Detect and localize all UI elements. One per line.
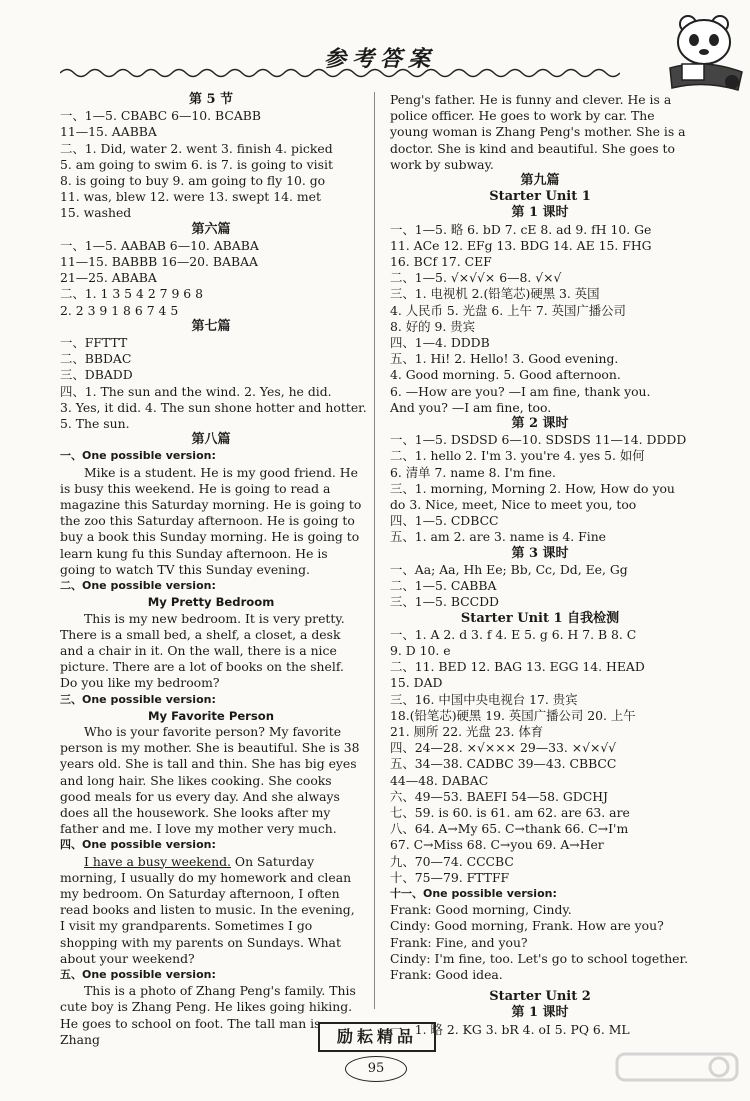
text-line: 三、16. 中国中央电视台 17. 贵宾 [390, 691, 578, 707]
text-line [60, 854, 362, 967]
text-line: 44—48. DABAC [390, 772, 489, 788]
text-line: 67. C→Miss 68. C→you 69. A→Her [390, 837, 604, 853]
text-line: 8. is going to buy 9. am going to fly 10. go [60, 173, 326, 189]
text-line: 二、1. 1 3 5 4 2 7 9 6 8 [60, 286, 204, 302]
text-line: 6. 清单 7. name 8. I'm fine. [390, 464, 556, 480]
text-line: 一、1. A 2. d 3. f 4. E 5. g 6. H 7. B 8. C [390, 626, 637, 642]
text-line: 一、1—5. 略 6. bD 7. cE 8. ad 9. fH 10. Ge [390, 221, 652, 237]
text-line: 18.(铅笔芯)硬黑 19. 英国广播公司 20. 上午 [390, 707, 636, 723]
text-line: 三、1. morning, Morning 2. How, How do you [390, 480, 675, 496]
text-line: 五、34—38. CADBC 39—43. CBBCC [390, 756, 617, 772]
text-line: 四、1—4. DDDB [390, 335, 490, 351]
text-line: 十一、One possible version: [390, 886, 557, 900]
text-line: 一、One possible version: [60, 449, 216, 463]
text-line: 一、Aa; Aa, Hh Ee; Bb, Cc, Dd, Ee, Gg [390, 561, 628, 577]
text-line: And you? —I am fine, too. [390, 399, 552, 415]
text-line: 2. 2 3 9 1 8 6 7 4 5 [60, 302, 179, 318]
text-line: 第 1 课时 [511, 1005, 569, 1021]
text-line: 二、11. BED 12. BAG 13. EGG 14. HEAD [390, 659, 645, 675]
text-line: 3. Yes, it did. 4. The sun shone hotter and hotter. [60, 399, 367, 415]
text-line: 21—25. ABABA [60, 270, 157, 286]
text-line: 11. was, blew 12. were 13. swept 14. met [60, 189, 321, 205]
text-line: Mike is a student. He is my good friend. He is busy this weekend. He is going to read a magazine this Saturday morning. He is going to the zoo this Saturday afternoon. He is going to buy a book this Sunday morning. He is going to learn kung fu this Sunday afternoon. He is going to watch TV this Sunday evening. [60, 464, 362, 577]
text-line: 三、1—5. BCCDD [390, 594, 499, 610]
text-line: 一、FFTTT [60, 335, 128, 351]
text-line: 九、70—74. CCCBC [390, 853, 514, 869]
text-line: 二、BBDAC [60, 351, 132, 367]
text-line: 21. 厕所 22. 光盘 23. 体育 [390, 723, 544, 739]
text-line: 第 3 课时 [511, 545, 569, 561]
text-line: 15. washed [60, 205, 132, 221]
text-line: Starter Unit 1 [489, 189, 591, 205]
text-line: 三、1. 电视机 2.(铅笔芯)硬黑 3. 英国 [390, 286, 600, 302]
text-line: 五、One possible version: [60, 967, 216, 981]
text-line: 四、24—28. ×√××× 29—33. ×√×√√ [390, 740, 617, 756]
text-line: 四、1—5. CDBCC [390, 513, 499, 529]
text-line: 第 1 课时 [511, 205, 569, 221]
text-line: 五、1. am 2. are 3. name is 4. Fine [390, 529, 607, 545]
text-line: 七、59. is 60. is 61. am 62. are 63. are [390, 804, 630, 820]
text-line: Peng's father. He is funny and clever. He is a police officer. He goes to work by car. The young woman is Zhang Peng's mother. She is a doctor. She is kind and beautiful. She goes to work by subway. [390, 92, 686, 172]
text-line: 11—15. BABBB 16—20. BABAA [60, 254, 258, 270]
text-line: 16. BCf 17. CEF [390, 254, 492, 270]
text-line: 二、One possible version: [60, 579, 216, 593]
text-line: Frank: Good idea. [390, 966, 503, 982]
text-line: My Pretty Bedroom [147, 595, 275, 610]
text-segment: On Saturday morning, I usually do my homework and clean my bedroom. On Saturday afternoon, I often read books and listen to music. In the evening, I visit my grandparents. Sometimes I go shopping with my parents on Sundays. What about your weekend? [60, 853, 355, 966]
text-line: 11. ACe 12. EFg 13. BDG 14. AE 15. FHG [390, 237, 652, 253]
text-line: 一、1—5. CBABC 6—10. BCABB [60, 108, 261, 124]
text-line: 第六篇 [191, 221, 231, 237]
text-line: This is my new bedroom. It is very pretty. There is a small bed, a shelf, a closet, a desk and a chair in it. On the wall, there is a nice picture. There are a lot of books on the shelf. Do you like my bedroom? [60, 610, 345, 691]
text-line: Frank: Fine, and you? [390, 934, 528, 950]
text-line: 三、One possible version: [60, 692, 216, 706]
page-header [60, 20, 700, 80]
text-line: 八、64. A→My 65. C→thank 66. C→I'm [390, 821, 629, 837]
text-line: Starter Unit 1 自我检测 [460, 610, 620, 626]
watermark-icon [615, 1050, 745, 1096]
text-line: 一、1—5. AABAB 6—10. ABABA [60, 237, 259, 253]
left-column [60, 92, 367, 1048]
text-line: 第七篇 [191, 318, 231, 334]
text-line: Who is your favorite person? My favorite person is my mother. She is beautiful. She is 38 years old. She is tall and thin. She has big eyes and long hair. She likes cooking. She cooks good meals for us every day. And she always does all the housework. She looks after my father and me. I love my mother very much. [60, 723, 360, 837]
text-line: 三、DBADD [60, 367, 133, 383]
text-line: 第 5 节 [188, 92, 234, 107]
watermark-logo [615, 1050, 745, 1096]
text-line: 11—15. AABBA [60, 124, 157, 140]
text-line: 四、One possible version: [60, 838, 216, 852]
text-line: do 3. Nice, meet, Nice to meet you, too [390, 497, 637, 513]
text-line: 五、1. Hi! 2. Hello! 3. Good evening. [390, 351, 619, 367]
page-number: 95 [345, 1056, 407, 1082]
text-line: 6. —How are you? —I am fine, thank you. [390, 383, 651, 399]
right-column [390, 92, 690, 1038]
text-line: 四、1. The sun and the wind. 2. Yes, he did. [60, 383, 332, 399]
text-line: This is a photo of Zhang Peng's family. This cute boy is Zhang Peng. He likes going hiking. He goes to school on foot. The tall man is Zhang [60, 983, 356, 1047]
text-line: 一、1—5. DSDSD 6—10. SDSDS 11—14. DDDD [390, 432, 687, 448]
text-line: Starter Unit 2 [489, 989, 591, 1005]
text-line: 二、1—5. CABBA [390, 578, 497, 594]
text-line: 5. The sun. [60, 416, 130, 432]
text-line: Cindy: Good morning, Frank. How are you? [390, 918, 664, 934]
text-line: 六、49—53. BAEFI 54—58. GDCHJ [390, 788, 608, 804]
text-line: 第九篇 [520, 173, 560, 189]
text-line: 8. 好的 9. 贵宾 [390, 318, 476, 334]
brand-logo: 励耘精品 [318, 1022, 436, 1052]
text-line: 二、1. Did, water 2. went 3. finish 4. picked [60, 140, 333, 156]
text-line: 4. Good morning. 5. Good afternoon. [390, 367, 621, 383]
text-line: 9. D 10. e [390, 642, 451, 658]
text-line: 一、1. 略 2. KG 3. bR 4. oI 5. PQ 6. ML [390, 1021, 630, 1037]
text-line: 十、75—79. FTTFF [390, 869, 510, 885]
text-line: 5. am going to swim 6. is 7. is going to visit [60, 156, 333, 172]
text-line: 二、1—5. √×√√× 6—8. √×√ [390, 270, 562, 286]
page-title: 参考答案 [323, 47, 436, 72]
text-line: Cindy: I'm fine, too. Let's go to school together. [390, 950, 689, 966]
text-line: 4. 人民币 5. 光盘 6. 上午 7. 英国广播公司 [390, 302, 626, 318]
underlined-text: I have a busy weekend. [84, 853, 231, 869]
column-divider [374, 92, 375, 1009]
bear-mascot-icon [658, 10, 748, 94]
text-line: 15. DAD [390, 675, 443, 691]
text-line: 第 2 课时 [511, 416, 569, 432]
text-line: 第八篇 [191, 432, 231, 448]
decorative-wave [60, 66, 620, 80]
text-line: My Favorite Person [147, 708, 275, 723]
text-line: Frank: Good morning, Cindy. [390, 902, 572, 918]
text-line: 二、1. hello 2. I'm 3. you're 4. yes 5. 如何 [390, 448, 645, 464]
